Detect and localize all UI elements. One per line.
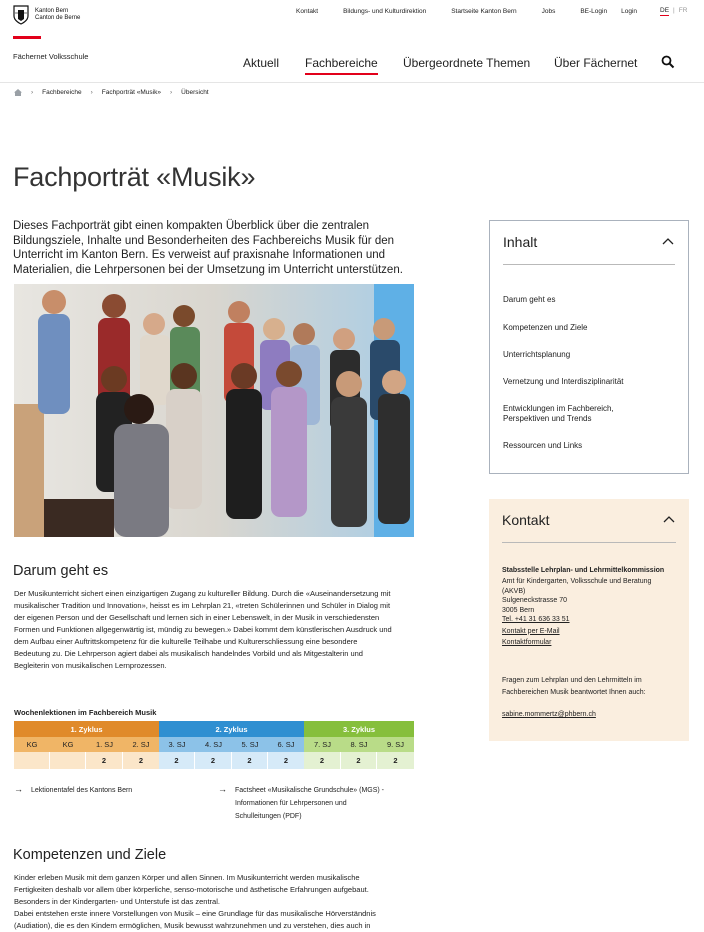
kontakt-address <box>502 577 677 648</box>
grade-cell: 3. SJ <box>159 737 195 752</box>
grade-cell: 7. SJ <box>304 737 341 752</box>
choir-photo <box>14 284 414 537</box>
nav-uebergeordnete-themen[interactable]: Übergeordnete Themen <box>403 56 531 70</box>
text-line: Fertigkeiten deshalb vor allem über körperliche, senso-motorische und ästhetische Erfahrungen aufgebaut. <box>14 885 369 894</box>
grade-cell: 5. SJ <box>232 737 268 752</box>
chevron-up-icon[interactable] <box>663 515 675 523</box>
link-lektionentafel[interactable] <box>14 784 132 797</box>
kontakt-person-email[interactable]: sabine.mommertz@phbern.ch <box>502 711 596 718</box>
cycle-2-header: 2. Zyklus <box>159 721 304 737</box>
text-line: Begleiterin von musikalischen Lernprozessen. <box>14 661 167 670</box>
schedule-title: Wochenlektionen im Fachbereich Musik <box>14 708 157 717</box>
kontakt-title[interactable]: Kontakt <box>502 512 550 528</box>
link-factsheet-label[interactable] <box>235 784 384 823</box>
grade-cell: 6. SJ <box>268 737 304 752</box>
text-line: der eigenen Person und der Gesellschaft und lernen sich in einer Lebenswelt, in der Musik in verschiedensten <box>14 613 380 622</box>
kontakt-org: Stabsstelle Lehrplan- und Lehrmittelkommission <box>502 567 665 574</box>
toc-item-kompetenzen[interactable]: Kompetenzen und Ziele <box>503 323 588 332</box>
top-bar <box>0 0 704 40</box>
arrow-right-icon: → <box>218 784 227 794</box>
inhalt-panel <box>489 220 689 474</box>
link-line: Schulleitungen (PDF) <box>235 813 302 820</box>
text-line: Bedeutung zu. Die Lehrperson agiert dabei als musikalisch handelndes Vorbild und als Mitgestalterin und <box>14 649 363 658</box>
search-icon[interactable] <box>661 55 675 69</box>
kontakt-phone-link[interactable]: Tel. +41 31 636 33 51 <box>502 616 570 623</box>
chevron-up-icon[interactable] <box>662 237 674 245</box>
lesson-cell: 2 <box>159 752 195 769</box>
arrow-right-icon: → <box>14 784 23 794</box>
lesson-cell: 2 <box>304 752 341 769</box>
breadcrumb-item-uebersicht: Übersicht <box>181 89 209 96</box>
service-nav <box>271 8 637 15</box>
bern-coat-of-arms-icon <box>13 5 29 25</box>
kontakt-email-link[interactable]: Kontakt per E-Mail <box>502 627 560 635</box>
address-line: (AKVB) <box>502 587 526 595</box>
top-link-bkd[interactable]: Bildungs- und Kulturdirektion <box>343 8 427 15</box>
home-icon[interactable] <box>14 89 22 96</box>
grade-cell: KG <box>14 737 50 752</box>
site-name[interactable]: Fächernet Volksschule <box>13 52 89 61</box>
section-heading-darum-geht-es: Darum geht es <box>13 563 109 579</box>
link-line: Informationen für Lehrpersonen und <box>235 800 347 807</box>
lesson-cell: 2 <box>377 752 414 769</box>
choir-illustration <box>14 284 414 537</box>
address-line: Amt für Kindergarten, Volksschule und Beratung <box>502 578 652 585</box>
lang-de[interactable]: DE <box>660 7 670 14</box>
toc-item-ressourcen[interactable]: Ressourcen und Links <box>503 441 583 450</box>
top-link-kontakt[interactable]: Kontakt <box>296 8 319 15</box>
toc-item-unterrichtsplanung[interactable]: Unterrichtsplanung <box>503 350 571 359</box>
grade-cell: 1. SJ <box>86 737 123 752</box>
kontakt-panel <box>489 499 689 741</box>
lesson-cell <box>14 752 50 769</box>
grade-cell: 9. SJ <box>377 737 414 752</box>
lesson-cell: 2 <box>195 752 232 769</box>
text-line: Besonders in der Kindergarten- und Unterstufe ist das zentral. <box>14 897 220 906</box>
cycle-1-header: 1. Zyklus <box>14 721 159 737</box>
breadcrumb-item-fachportraet[interactable]: Fachporträt «Musik» <box>101 89 161 96</box>
link-factsheet-mgs[interactable] <box>218 784 384 823</box>
grade-cell: 4. SJ <box>195 737 232 752</box>
kontakt-divider <box>502 542 676 543</box>
header-divider <box>0 82 704 83</box>
link-line: Factsheet «Musikalische Grundschule» (MGS) - <box>235 787 384 794</box>
link-lektionentafel-label[interactable]: Lektionentafel des Kantons Bern <box>31 787 133 794</box>
section-text-darum-geht-es <box>14 588 414 672</box>
lesson-cell: 2 <box>86 752 123 769</box>
text-line: dem Aufbau einer Auftrittskompetenz für die kulturelle Teilhabe und Kulturerschliessung eine besondere <box>14 637 358 646</box>
address-line: 3005 Bern <box>502 606 535 614</box>
text-line: (Audiation), die es den Kindern ermöglichen, Musik bewusst wahrzunehmen und zu verstehen, dies auch in <box>14 921 371 930</box>
weekly-lessons-table <box>14 721 414 769</box>
toc-item-vernetzung[interactable]: Vernetzung und Interdisziplinarität <box>503 377 624 386</box>
nav-aktuell[interactable]: Aktuell <box>243 56 280 70</box>
text-line: Kinder erleben Musik mit dem ganzen Körper und allen Sinnen. Im Musikunterricht werden musikalische <box>14 873 360 882</box>
lesson-cell: 2 <box>123 752 159 769</box>
top-link-login[interactable]: Login <box>621 8 637 15</box>
section-text-kompetenzen <box>14 872 414 932</box>
toc-item-entwicklungen[interactable]: Entwicklungen im Fachbereich, Perspektiven und Trends <box>503 404 614 423</box>
grade-cell: KG <box>50 737 86 752</box>
lesson-cell: 2 <box>268 752 304 769</box>
logo-line-1: Kanton Bern <box>35 8 69 14</box>
logo-line-2: Canton de Berne <box>35 15 81 21</box>
page-title: Fachporträt «Musik» <box>13 162 256 192</box>
lesson-cell <box>50 752 86 769</box>
inhalt-divider <box>503 264 675 265</box>
toc-item-darum[interactable]: Darum geht es <box>503 295 556 304</box>
top-link-jobs[interactable]: Jobs <box>541 8 556 15</box>
lesson-cell: 2 <box>341 752 377 769</box>
address-line: Sulgeneckstrasse 70 <box>502 597 567 604</box>
language-switcher <box>660 7 687 16</box>
breadcrumb <box>14 89 209 96</box>
inhalt-title[interactable]: Inhalt <box>503 234 538 250</box>
chevron-right-icon: › <box>31 89 34 96</box>
nav-fachbereiche[interactable]: Fachbereiche <box>305 56 378 75</box>
breadcrumb-item-fachbereiche[interactable]: Fachbereiche <box>42 89 82 96</box>
logo-text <box>35 8 80 22</box>
nav-ueber-faechernet[interactable]: Über Fächernet <box>554 56 638 70</box>
lead-paragraph: Dieses Fachporträt gibt einen kompakten Überblick über die zentralen Bildungsziele, Inhalte und Besonderheiten des Fachbereichs Musik für den Unterricht im Kanton Bern. Es verweist auf praxisnahe Informationen und Materialien, die Lehrpersonen bei der Umsetzung im Unterricht unterstützen. <box>13 220 403 276</box>
top-link-be-login[interactable]: BE-Login <box>580 8 608 15</box>
lesson-cell: 2 <box>232 752 268 769</box>
accent-bar <box>13 36 41 39</box>
section-heading-kompetenzen: Kompetenzen und Ziele <box>13 847 167 863</box>
kontakt-note: Fragen zum Lehrplan und den Lehrmitteln im Fachbereichen Musik beantwortet Ihnen auch: <box>502 677 646 696</box>
top-link-startseite[interactable]: Startseite Kanton Bern <box>451 8 517 15</box>
grade-cell: 8. SJ <box>341 737 377 752</box>
chevron-right-icon: › <box>169 89 173 96</box>
lang-fr[interactable]: FR <box>678 7 688 14</box>
kontakt-form-link[interactable]: Kontaktformular <box>502 639 552 646</box>
grade-cell: 2. SJ <box>123 737 159 752</box>
text-line: Dabei entstehen erste innere Vorstellungen von Musik – eine Grundlage für das musikalische Hörverständnis <box>14 909 376 918</box>
chevron-right-icon: › <box>90 89 93 96</box>
text-line: Formen und Funktionen allgegenwärtig ist, mündig zu bewegen.» Dabei kommt dem künstlerischen Ausdruck und <box>14 625 392 634</box>
text-line: musikalischer Tradition und Innovation», heisst es im Lehrplan 21, «treten Schülerinnen und Schüler in Dialog mit <box>14 601 391 610</box>
text-line: Der Musikunterricht sichert einen einzigartigen Zugang zu kultureller Bildung. Durch die «Auseinandersetzung mit <box>14 589 391 598</box>
kanton-bern-logo[interactable] <box>13 5 80 25</box>
cycle-3-header: 3. Zyklus <box>304 721 414 737</box>
main-nav <box>0 56 704 76</box>
lang-separator: | <box>673 7 675 14</box>
